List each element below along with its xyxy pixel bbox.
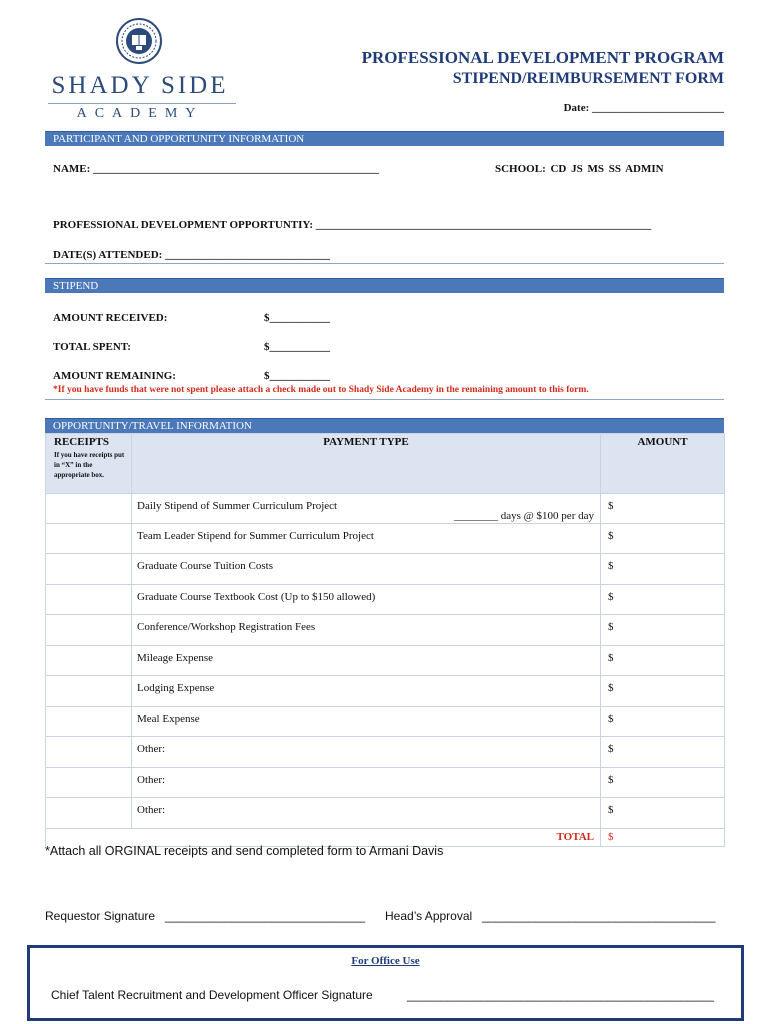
payment-type-label: Conference/Workshop Registration Fees [132,615,601,646]
officer-signature-field[interactable]: ______________________________________________ [407,988,714,1002]
total-spent-field[interactable]: $___________ [264,341,330,353]
school-seal-icon [116,18,162,64]
payment-type-label[interactable]: Other: [132,737,601,768]
logo-sub: ACADEMY [76,106,204,121]
participant-section-header: PARTICIPANT AND OPPORTUNITY INFORMATION [45,131,724,146]
total-amount-field[interactable]: $ [601,829,725,847]
amount-field[interactable]: $ [601,585,725,615]
payment-cell [132,494,601,524]
requestor-signature-label: Requestor Signature [45,909,156,923]
payment-type-label[interactable]: Other: [132,798,601,829]
amount-field[interactable]: $ [601,615,725,646]
receipt-checkbox[interactable] [46,768,132,798]
payment-type-label: Lodging Expense [132,676,601,707]
logo-name: SHADY SIDE [51,72,229,99]
form-title-line1: PROFESSIONAL DEVELOPMENT PROGRAM [361,48,724,67]
total-spent-label: TOTAL SPENT: [53,341,131,353]
travel-section-header: OPPORTUNITY/TRAVEL INFORMATION [45,418,724,433]
amount-field[interactable]: $ [601,768,725,798]
receipt-checkbox[interactable] [46,737,132,768]
receipts-column-header [46,434,132,494]
payment-column-header: PAYMENT TYPE [132,434,601,494]
requestor-signature-field[interactable]: ______________________________ [165,909,366,923]
name-field[interactable]: NAME: ____________________________________________________ [53,163,380,175]
attach-receipts-note: *Attach all ORGINAL receipts and send completed form to Armani Davis [45,844,444,858]
officer-signature-label: Chief Talent Recruitment and Development Officer Signature [51,988,373,1002]
stipend-section-header: STIPEND [45,278,724,293]
amount-received-field[interactable]: $___________ [264,312,330,324]
payment-type-label: Meal Expense [132,707,601,737]
amount-field[interactable]: $ [601,554,725,585]
receipt-checkbox[interactable] [46,646,132,676]
amount-field[interactable]: $ [601,798,725,829]
receipt-checkbox[interactable] [46,524,132,554]
amount-remaining-field[interactable]: $___________ [264,370,330,382]
receipt-checkbox[interactable] [46,615,132,646]
payment-type-label: Daily Stipend of Summer Curriculum Project [137,500,338,512]
opportunity-field[interactable]: PROFESSIONAL DEVELOPMENT OPPORTUNTIY: _____________________________________________________________ [53,219,652,231]
days-field[interactable]: ________ days @ $100 per day [454,510,594,522]
logo-divider [48,103,236,104]
form-title-line2: STIPEND/REIMBURSEMENT FORM [452,70,724,87]
amount-field[interactable]: $ [601,494,725,524]
school-logo [40,14,240,124]
amount-field[interactable]: $ [601,737,725,768]
total-label: TOTAL [132,829,601,847]
stipend-section-bottom-rule [45,399,724,400]
receipts-header-note: If you have receipts put in “X” in the appropriate box. [54,451,125,479]
office-use-box [27,945,744,1021]
head-approval-label: Head’s Approval [385,909,473,923]
payment-type-label[interactable]: Other: [132,768,601,798]
receipt-checkbox[interactable] [46,554,132,585]
payment-type-label: Mileage Expense [132,646,601,676]
receipt-checkbox[interactable] [46,707,132,737]
date-field[interactable]: Date: ________________________ [563,102,724,114]
head-approval-field[interactable]: ___________________________________ [482,909,716,923]
payment-table [45,433,725,847]
amount-field[interactable]: $ [601,676,725,707]
payment-type-label: Graduate Course Textbook Cost (Up to $150 allowed) [132,585,601,615]
amount-received-label: AMOUNT RECEIVED: [53,312,168,324]
unspent-funds-note: *If you have funds that were not spent please attach a check made out to Shady Side Academy in the remaining amount to this form. [53,385,589,395]
amount-column-header: AMOUNT [601,434,725,494]
receipt-checkbox[interactable] [46,676,132,707]
receipt-checkbox[interactable] [46,798,132,829]
amount-remaining-label: AMOUNT REMAINING: [53,370,176,382]
payment-type-label: Graduate Course Tuition Costs [132,554,601,585]
participant-section-bottom-rule [45,263,724,264]
school-options[interactable]: SCHOOL: CD JS MS SS ADMIN [495,163,664,175]
dates-attended-field[interactable]: DATE(S) ATTENDED: ______________________________ [53,249,331,261]
receipts-header-label: RECEIPTS [54,436,110,448]
receipt-checkbox[interactable] [46,494,132,524]
amount-field[interactable]: $ [601,707,725,737]
amount-field[interactable]: $ [601,646,725,676]
office-use-title: For Office Use [351,955,420,967]
payment-type-label: Team Leader Stipend for Summer Curriculum Project [132,524,601,554]
receipt-checkbox[interactable] [46,585,132,615]
amount-field[interactable]: $ [601,524,725,554]
